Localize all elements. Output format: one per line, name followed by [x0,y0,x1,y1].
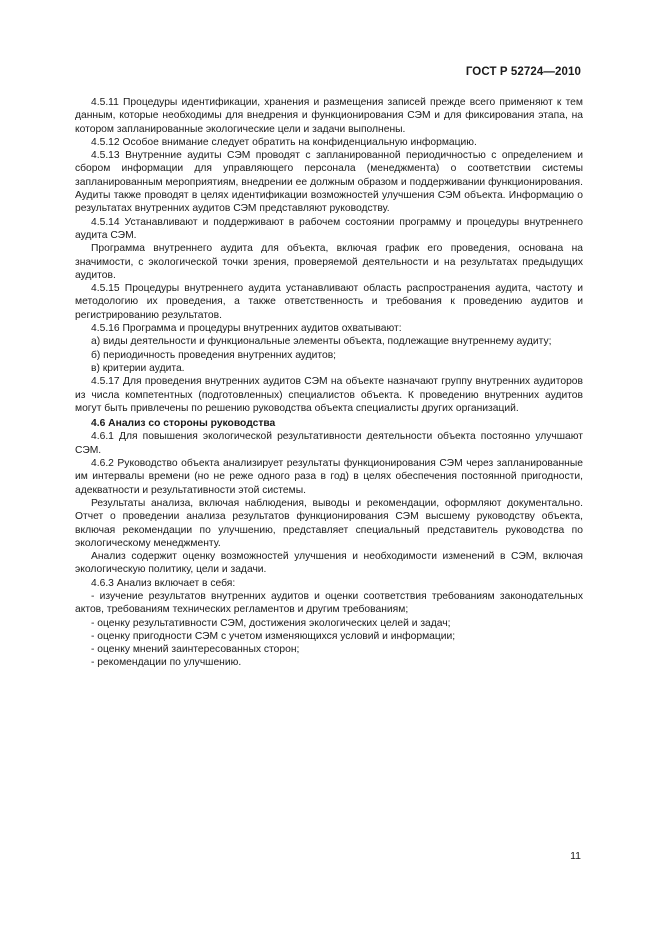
body-paragraph: - изучение результатов внутренних аудитов и оценки соответствия требованиям законодательных актов, требованиям технических регламентов и другим требованиям; [75,590,583,616]
body-paragraph: - рекомендации по улучшению. [91,657,242,669]
body-paragraph: 4.5.13 Внутренние аудиты СЭМ проводят с запланированной периодичностью с определением и сбором информации для управляющего персонала (менеджмента) о соответствии системы запланированным мероприятиям, внедрении ее должным образом и поддерживании функционирования. Аудиты также проводят в целях идентификации возможностей улучшения СЭМ объекта. Информацию о результатах внутренних аудитов СЭМ представляют руководству. [75,150,583,215]
body-paragraph: Результаты анализа, включая наблюдения, выводы и рекомендации, оформляют документально. Отчет о проведении анализа результатов функционирования СЭМ высшему руководству объекта, включая рекомендации по улучшению, представляет специальный представитель руководства по экологическому менеджменту. [75,497,583,549]
standard-id-header: ГОСТ Р 52724—2010 [465,66,581,78]
section-heading: 4.6 Анализ со стороны руководства [91,418,276,430]
body-paragraph: а) виды деятельности и функциональные элементы объекта, подлежащие внутреннему аудиту; [91,336,552,348]
body-paragraph: - оценку пригодности СЭМ с учетом изменяющихся условий и информации; [91,630,456,642]
page-number: 11 [570,850,581,862]
body-paragraph: 4.6.1 Для повышения экологической результативности деятельности объекта постоянно улучшают СЭМ. [75,431,583,456]
body-paragraph: - оценку мнений заинтересованных сторон; [91,644,300,656]
body-paragraph: б) периодичность проведения внутренних аудитов; [91,349,337,361]
document-body [75,96,583,670]
body-paragraph: 4.5.14 Устанавливают и поддерживают в рабочем состоянии программу и процедуры внутреннего аудита СЭМ. [75,216,583,241]
body-paragraph: - оценку результативности СЭМ, достижения экологических целей и задач; [91,617,451,629]
body-paragraph: в) критерии аудита. [91,362,185,374]
body-paragraph: 4.6.3 Анализ включает в себя: [91,577,236,589]
body-paragraph: 4.5.15 Процедуры внутреннего аудита устанавливают область распространения аудита, частоту и методологию их проведения, а также ответственность и требования к проведению аудитов и регистрированию результатов. [75,283,583,321]
body-paragraph: 4.5.12 Особое внимание следует обратить на конфиденциальную информацию. [91,136,477,148]
body-paragraph: Программа внутреннего аудита для объекта, включая график его проведения, основана на значимости, с экологической точки зрения, проверяемой деятельности и на результатах предыдущих аудитов. [75,243,583,281]
body-paragraph: 4.5.17 Для проведения внутренних аудитов СЭМ на объекте назначают группу внутренних аудиторов из числа компетентных (подготовленных) специалистов объекта. К проведению внутренних аудитов могут быть привлечены по решению руководства объекта специалисты других организаций. [75,376,583,414]
body-paragraph: 4.6.2 Руководство объекта анализирует результаты функционирования СЭМ через запланированные им интервалы времени (но не реже одного раза в год) в целях обеспечения постоянной пригодности, адекватности и результативности этой системы. [75,458,583,496]
body-paragraph: Анализ содержит оценку возможностей улучшения и необходимости изменений в СЭМ, включая экологическую политику, цели и задачи. [75,551,583,576]
body-paragraph: 4.5.11 Процедуры идентификации, хранения и размещения записей прежде всего применяют к тем данным, которые необходимы для внедрения и функционирования СЭМ и для фиксирования этапа, на котором запланированные экологические цели и задачи выполнены. [75,97,583,135]
body-paragraph: 4.5.16 Программа и процедуры внутренних аудитов охватывают: [91,323,402,335]
